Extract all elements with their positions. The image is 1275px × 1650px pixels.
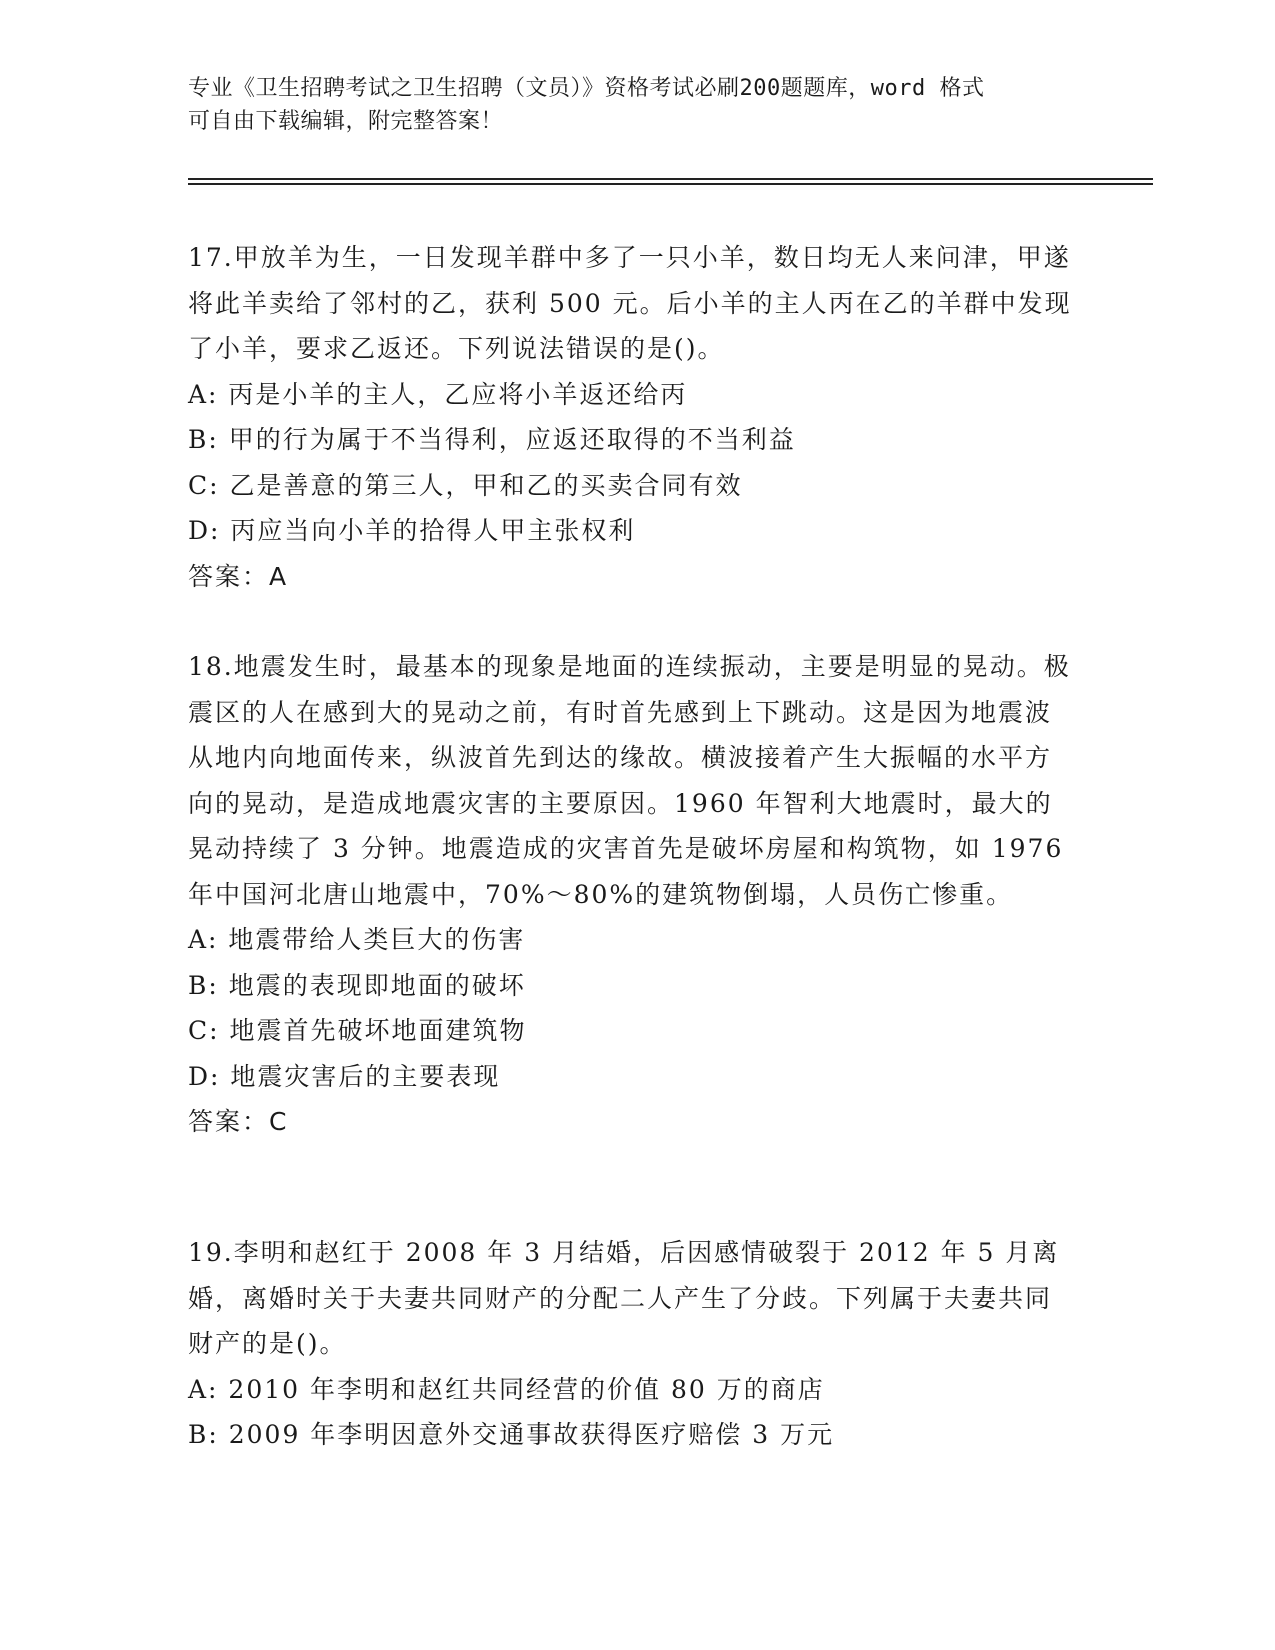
option-c: C: 乙是善意的第三人，甲和乙的买卖合同有效: [188, 470, 743, 500]
option-d: D: 地震灾害后的主要表现: [188, 1061, 501, 1091]
question-stem: 17.甲放羊为生，一日发现羊群中多了一只小羊，数日均无人来问津，甲遂将此羊卖给了邻村的乙，获利 500 元。后小羊的主人丙在乙的羊群中发现了小羊，要求乙返还。下列说法错误的是()。: [188, 243, 1072, 363]
answer: 答案：C: [188, 1107, 289, 1136]
option-a: A: 2010 年李明和赵红共同经营的价值 80 万的商店: [188, 1374, 825, 1404]
option-a: A: 丙是小羊的主人，乙应将小羊返还给丙: [188, 379, 688, 409]
header-divider-bottom: [188, 183, 1153, 185]
option-b: B: 地震的表现即地面的破坏: [188, 970, 526, 1000]
option-d: D: 丙应当向小羊的拾得人甲主张权利: [188, 516, 636, 545]
question-19: [188, 1230, 1078, 1458]
question-stem: 19.李明和赵红于 2008 年 3 月结婚，后因感情破裂于 2012 年 5 月离婚，离婚时关于夫妻共同财产的分配二人产生了分歧。下列属于夫妻共同财产的是()。: [188, 1238, 1060, 1358]
option-a: A: 地震带给人类巨大的伤害: [188, 925, 526, 954]
option-c: C: 地震首先破坏地面建筑物: [188, 1016, 527, 1045]
question-17: [188, 235, 1078, 599]
option-b: B: 2009 年李明因意外交通事故获得医疗赔偿 3 万元: [188, 1420, 835, 1449]
question-stem: 18.地震发生时，最基本的现象是地面的连续振动，主要是明显的晃动。极震区的人在感到大的晃动之前，有时首先感到上下跳动。这是因为地震波从地内向地面传来，纵波首先到达的缘故。横波接着产生大振幅的水平方向的晃动，是造成地震灾害的主要原因。1960 年智利大地震时，最大的晃动持续了 3 分钟。地震造成的灾害首先是破坏房屋和构筑物，如 1976 年中国河北唐山地震中，70%～80%的建筑物倒塌，人员伤亡惨重。: [188, 652, 1071, 909]
answer: 答案：A: [188, 561, 289, 591]
question-18: [188, 644, 1078, 1144]
header-divider-top: [188, 178, 1153, 180]
header-line-2: 可自由下载编辑，附完整答案！: [188, 109, 504, 134]
option-b: B: 甲的行为属于不当得利，应返还取得的不当利益: [188, 425, 796, 454]
document-header: [188, 72, 1068, 138]
header-line-1: 专业《卫生招聘考试之卫生招聘（文员）》资格考试必刷200题题库，word 格式: [188, 76, 985, 101]
